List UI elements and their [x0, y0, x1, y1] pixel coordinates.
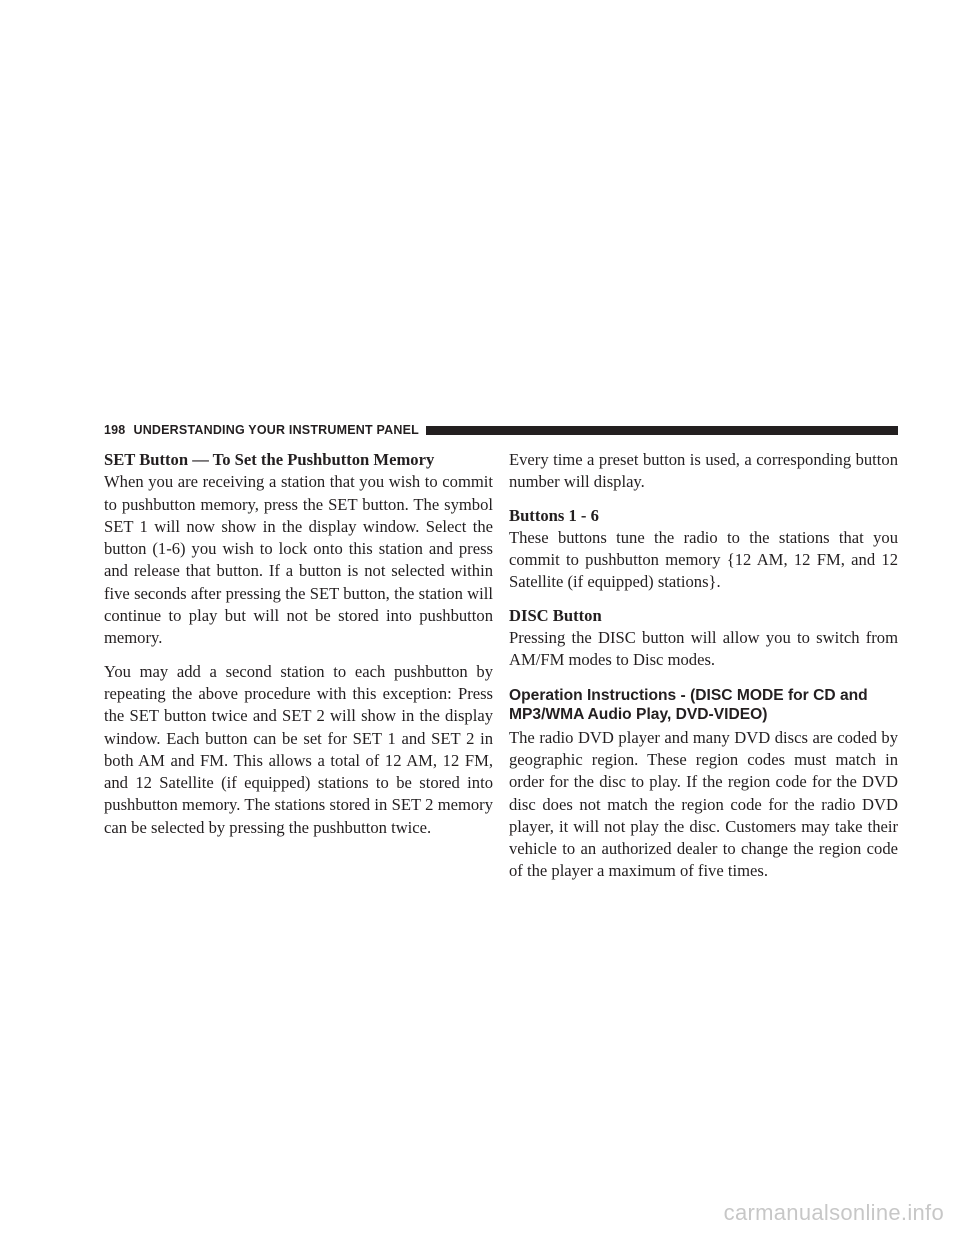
section-title: UNDERSTANDING YOUR INSTRUMENT PANEL	[133, 423, 419, 437]
operation-instructions-heading	[509, 686, 898, 725]
set-button-heading: SET Button — To Set the Pushbutton Memory	[104, 450, 435, 469]
disc-button-paragraph: Pressing the DISC button will allow you to switch from AM/FM modes to Disc modes.	[509, 628, 898, 670]
operation-heading-line-1: Operation Instructions - (DISC MODE for CD and	[509, 686, 868, 704]
page-number: 198	[104, 423, 126, 437]
set-button-paragraph-2: You may add a second station to each pushbutton by repeating the above procedure with this exception: Press the SET button twice and SET 2 will show in the display window. Each button can be set for SET 1 and SET 2 in both AM and FM. This allows a total of 12 AM, 12 FM, and 12 Satellite (if equipped) stations to be stored into pushbutton memory. The stations stored in SET 2 memory can be selected by pressing the pushbutton twice.	[104, 661, 493, 837]
set-button-paragraph-1: When you are receiving a station that you wish to commit to pushbutton memory, press the SET button. The symbol SET 1 will now show in the display window. Select the button (1-6) you wish to lock onto this station and press and release that button. If a button is not selected within five seconds after pressing the SET button, the station will continue to play but will not be stored into pushbutton memory.	[104, 472, 493, 648]
buttons-1-6-paragraph: These buttons tune the radio to the stations that you commit to pushbutton memory {12 AM, 12 FM, and 12 Satellite (if equipped) stations}.	[509, 527, 898, 592]
buttons-1-6-heading: Buttons 1 - 6	[509, 505, 599, 525]
operation-heading-line-2: MP3/WMA Audio Play, DVD-VIDEO)	[509, 706, 768, 724]
disc-button-heading: DISC Button	[509, 605, 602, 625]
header-rule	[426, 426, 898, 435]
watermark: carmanualsonline.info	[723, 1200, 944, 1225]
right-column	[509, 449, 898, 883]
preset-intro-paragraph: Every time a preset button is used, a corresponding button number will display.	[509, 450, 898, 492]
left-column	[104, 449, 493, 839]
operation-instructions-paragraph: The radio DVD player and many DVD discs are coded by geographic region. These region codes must match in order for the disc to play. If the region code for the DVD disc does not match the region code for the radio DVD player, it will not play the disc. Customers may take their vehicle to an authorized dealer to change the region code of the player a maximum of five times.	[509, 727, 898, 881]
page-header	[104, 421, 898, 439]
